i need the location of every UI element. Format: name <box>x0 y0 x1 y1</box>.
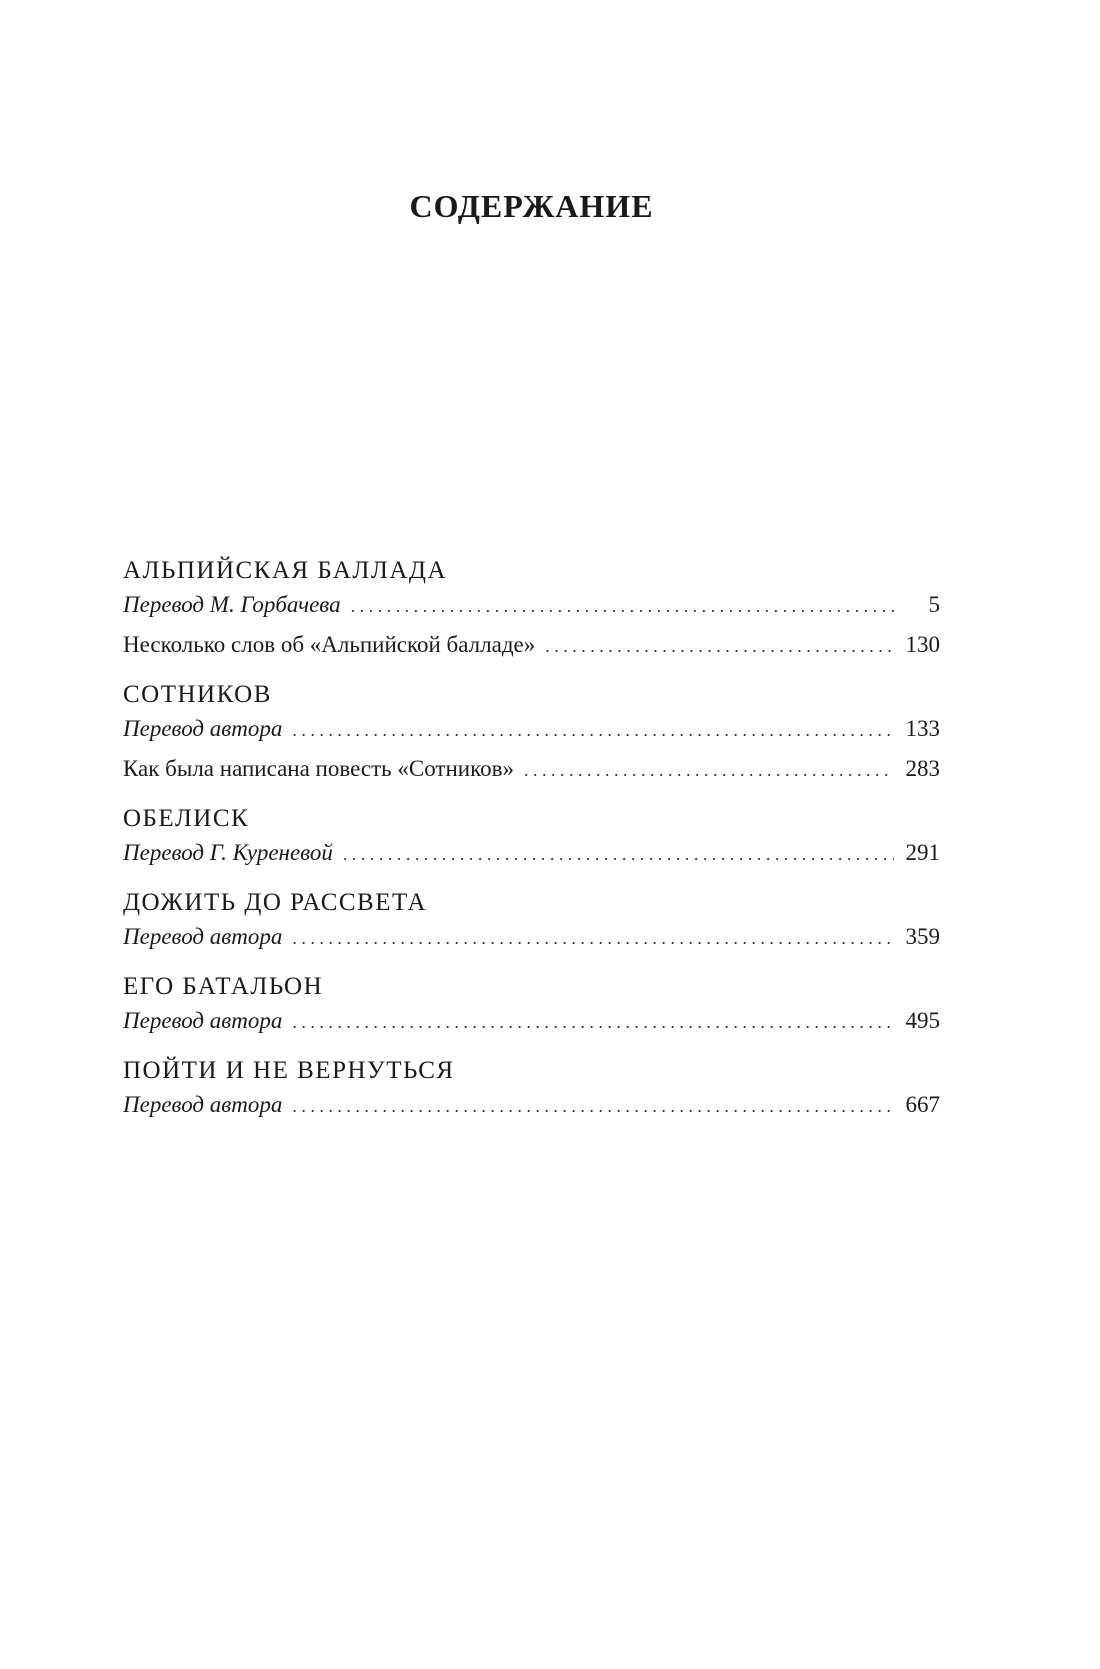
page-number: 291 <box>905 840 940 865</box>
dot-leader <box>545 629 894 662</box>
toc-section <box>123 970 940 1038</box>
page-title: СОДЕРЖАНИЕ <box>409 188 654 224</box>
section-title: АЛЬПИЙСКАЯ БАЛЛАДА <box>123 557 448 584</box>
entry-text: Как была написана повесть «Сотников» <box>123 756 514 781</box>
entry-text: Перевод автора <box>123 924 283 949</box>
entry-text: Перевод автора <box>123 1008 283 1033</box>
toc-entry[interactable] <box>123 1004 940 1038</box>
section-title: ОБЕЛИСК <box>123 805 250 832</box>
page-number: 667 <box>905 1092 940 1117</box>
toc-entry[interactable] <box>123 920 940 954</box>
toc-section <box>123 1054 940 1122</box>
section-title: ЕГО БАТАЛЬОН <box>123 973 324 1000</box>
toc-section <box>123 802 940 870</box>
toc-section <box>123 886 940 954</box>
dot-leader <box>524 753 894 786</box>
toc-section <box>123 678 940 786</box>
page-number: 130 <box>905 632 940 657</box>
section-title: ПОЙТИ И НЕ ВЕРНУТЬСЯ <box>123 1057 455 1084</box>
section-title: СОТНИКОВ <box>123 681 272 708</box>
toc-entry[interactable] <box>123 628 940 662</box>
dot-leader <box>343 837 894 870</box>
page-number: 495 <box>905 1008 940 1033</box>
toc-entry[interactable] <box>123 1088 940 1122</box>
page-number: 5 <box>928 592 940 617</box>
section-title: ДОЖИТЬ ДО РАССВЕТА <box>123 889 428 916</box>
dot-leader <box>292 713 894 746</box>
toc-entry[interactable] <box>123 836 940 870</box>
entry-text: Несколько слов об «Альпийской балладе» <box>123 632 536 657</box>
dot-leader <box>292 1005 894 1038</box>
entry-text: Перевод автора <box>123 1092 283 1117</box>
entry-text: Перевод Г. Куреневой <box>123 840 333 865</box>
page-number: 283 <box>905 756 940 781</box>
dot-leader <box>292 1089 894 1122</box>
toc-entry[interactable] <box>123 712 940 746</box>
page-number: 133 <box>905 716 940 741</box>
toc-entry[interactable] <box>123 588 940 622</box>
dot-leader <box>351 589 894 622</box>
toc-section <box>123 554 940 662</box>
page-number: 359 <box>905 924 940 949</box>
entry-text: Перевод автора <box>123 716 283 741</box>
entry-text: Перевод М. Горбачева <box>123 592 341 617</box>
table-of-contents <box>123 554 940 1138</box>
dot-leader <box>292 921 894 954</box>
toc-entry[interactable] <box>123 752 940 786</box>
